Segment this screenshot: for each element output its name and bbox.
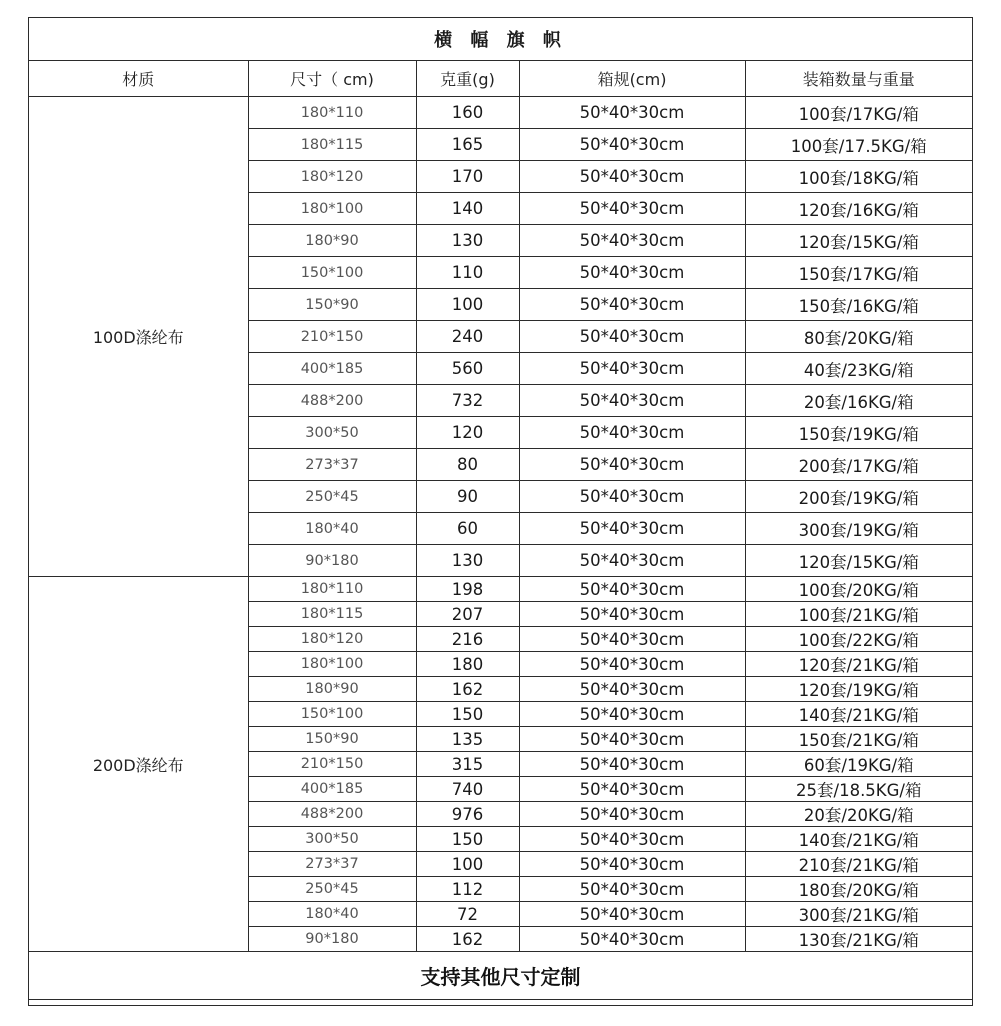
weight-cell: 110 bbox=[416, 257, 519, 289]
box-size-cell: 50*40*30cm bbox=[519, 417, 745, 449]
packing-cell: 80套/20KG/箱 bbox=[745, 321, 972, 353]
box-size-cell: 50*40*30cm bbox=[519, 802, 745, 827]
packing-cell: 100套/17KG/箱 bbox=[745, 97, 972, 129]
box-size-cell: 50*40*30cm bbox=[519, 321, 745, 353]
packing-cell: 200套/19KG/箱 bbox=[745, 481, 972, 513]
box-size-cell: 50*40*30cm bbox=[519, 727, 745, 752]
packing-cell: 140套/21KG/箱 bbox=[745, 702, 972, 727]
size-cell: 180*120 bbox=[248, 627, 416, 652]
size-cell: 250*45 bbox=[248, 877, 416, 902]
box-size-cell: 50*40*30cm bbox=[519, 289, 745, 321]
box-size-cell: 50*40*30cm bbox=[519, 702, 745, 727]
size-cell: 488*200 bbox=[248, 385, 416, 417]
packing-cell: 300套/21KG/箱 bbox=[745, 902, 972, 927]
packing-cell: 120套/21KG/箱 bbox=[745, 652, 972, 677]
weight-cell: 560 bbox=[416, 353, 519, 385]
weight-cell: 150 bbox=[416, 702, 519, 727]
size-cell: 150*100 bbox=[248, 257, 416, 289]
header-weight: 克重(g) bbox=[416, 61, 519, 97]
packing-cell: 100套/22KG/箱 bbox=[745, 627, 972, 652]
weight-cell: 216 bbox=[416, 627, 519, 652]
size-cell: 180*90 bbox=[248, 677, 416, 702]
packing-cell: 140套/21KG/箱 bbox=[745, 827, 972, 852]
size-cell: 273*37 bbox=[248, 852, 416, 877]
weight-cell: 180 bbox=[416, 652, 519, 677]
size-cell: 210*150 bbox=[248, 321, 416, 353]
packing-cell: 100套/20KG/箱 bbox=[745, 577, 972, 602]
size-cell: 150*100 bbox=[248, 702, 416, 727]
box-size-cell: 50*40*30cm bbox=[519, 902, 745, 927]
table-row bbox=[29, 97, 972, 129]
packing-cell: 100套/21KG/箱 bbox=[745, 602, 972, 627]
size-cell: 488*200 bbox=[248, 802, 416, 827]
header-packing: 装箱数量与重量 bbox=[745, 61, 972, 97]
packing-cell: 100套/17.5KG/箱 bbox=[745, 129, 972, 161]
packing-cell: 300套/19KG/箱 bbox=[745, 513, 972, 545]
material-cell: 100D涤纶布 bbox=[29, 97, 248, 577]
size-cell: 400*185 bbox=[248, 777, 416, 802]
size-cell: 400*185 bbox=[248, 353, 416, 385]
box-size-cell: 50*40*30cm bbox=[519, 545, 745, 577]
box-size-cell: 50*40*30cm bbox=[519, 97, 745, 129]
spec-table bbox=[29, 18, 972, 1000]
size-cell: 273*37 bbox=[248, 449, 416, 481]
size-cell: 150*90 bbox=[248, 289, 416, 321]
weight-cell: 170 bbox=[416, 161, 519, 193]
packing-cell: 20套/20KG/箱 bbox=[745, 802, 972, 827]
header-material: 材质 bbox=[29, 61, 248, 97]
size-cell: 180*100 bbox=[248, 193, 416, 225]
size-cell: 180*40 bbox=[248, 902, 416, 927]
packing-cell: 100套/18KG/箱 bbox=[745, 161, 972, 193]
size-cell: 180*100 bbox=[248, 652, 416, 677]
packing-cell: 210套/21KG/箱 bbox=[745, 852, 972, 877]
packing-cell: 150套/16KG/箱 bbox=[745, 289, 972, 321]
box-size-cell: 50*40*30cm bbox=[519, 161, 745, 193]
box-size-cell: 50*40*30cm bbox=[519, 353, 745, 385]
weight-cell: 162 bbox=[416, 677, 519, 702]
weight-cell: 165 bbox=[416, 129, 519, 161]
packing-cell: 120套/15KG/箱 bbox=[745, 225, 972, 257]
box-size-cell: 50*40*30cm bbox=[519, 257, 745, 289]
box-size-cell: 50*40*30cm bbox=[519, 677, 745, 702]
packing-cell: 150套/19KG/箱 bbox=[745, 417, 972, 449]
box-size-cell: 50*40*30cm bbox=[519, 852, 745, 877]
box-size-cell: 50*40*30cm bbox=[519, 777, 745, 802]
size-cell: 180*40 bbox=[248, 513, 416, 545]
packing-cell: 25套/18.5KG/箱 bbox=[745, 777, 972, 802]
size-cell: 180*90 bbox=[248, 225, 416, 257]
weight-cell: 140 bbox=[416, 193, 519, 225]
box-size-cell: 50*40*30cm bbox=[519, 577, 745, 602]
weight-cell: 72 bbox=[416, 902, 519, 927]
size-cell: 180*110 bbox=[248, 577, 416, 602]
weight-cell: 120 bbox=[416, 417, 519, 449]
size-cell: 210*150 bbox=[248, 752, 416, 777]
packing-cell: 120套/16KG/箱 bbox=[745, 193, 972, 225]
box-size-cell: 50*40*30cm bbox=[519, 927, 745, 952]
table-title: 横 幅 旗 帜 bbox=[29, 18, 972, 61]
spec-table-frame bbox=[28, 17, 973, 1006]
box-size-cell: 50*40*30cm bbox=[519, 513, 745, 545]
weight-cell: 150 bbox=[416, 827, 519, 852]
size-cell: 90*180 bbox=[248, 545, 416, 577]
size-cell: 300*50 bbox=[248, 417, 416, 449]
size-cell: 250*45 bbox=[248, 481, 416, 513]
packing-cell: 130套/21KG/箱 bbox=[745, 927, 972, 952]
weight-cell: 160 bbox=[416, 97, 519, 129]
packing-cell: 20套/16KG/箱 bbox=[745, 385, 972, 417]
weight-cell: 90 bbox=[416, 481, 519, 513]
box-size-cell: 50*40*30cm bbox=[519, 877, 745, 902]
size-cell: 150*90 bbox=[248, 727, 416, 752]
weight-cell: 732 bbox=[416, 385, 519, 417]
weight-cell: 60 bbox=[416, 513, 519, 545]
box-size-cell: 50*40*30cm bbox=[519, 652, 745, 677]
box-size-cell: 50*40*30cm bbox=[519, 193, 745, 225]
size-cell: 90*180 bbox=[248, 927, 416, 952]
weight-cell: 207 bbox=[416, 602, 519, 627]
weight-cell: 112 bbox=[416, 877, 519, 902]
packing-cell: 60套/19KG/箱 bbox=[745, 752, 972, 777]
size-cell: 180*110 bbox=[248, 97, 416, 129]
box-size-cell: 50*40*30cm bbox=[519, 627, 745, 652]
packing-cell: 180套/20KG/箱 bbox=[745, 877, 972, 902]
weight-cell: 130 bbox=[416, 545, 519, 577]
size-cell: 180*120 bbox=[248, 161, 416, 193]
header-row bbox=[29, 61, 972, 97]
box-size-cell: 50*40*30cm bbox=[519, 752, 745, 777]
weight-cell: 198 bbox=[416, 577, 519, 602]
packing-cell: 120套/19KG/箱 bbox=[745, 677, 972, 702]
box-size-cell: 50*40*30cm bbox=[519, 129, 745, 161]
weight-cell: 976 bbox=[416, 802, 519, 827]
packing-cell: 150套/17KG/箱 bbox=[745, 257, 972, 289]
packing-cell: 200套/17KG/箱 bbox=[745, 449, 972, 481]
packing-cell: 40套/23KG/箱 bbox=[745, 353, 972, 385]
box-size-cell: 50*40*30cm bbox=[519, 602, 745, 627]
weight-cell: 135 bbox=[416, 727, 519, 752]
packing-cell: 150套/21KG/箱 bbox=[745, 727, 972, 752]
packing-cell: 120套/15KG/箱 bbox=[745, 545, 972, 577]
weight-cell: 130 bbox=[416, 225, 519, 257]
table-row bbox=[29, 577, 972, 602]
box-size-cell: 50*40*30cm bbox=[519, 225, 745, 257]
box-size-cell: 50*40*30cm bbox=[519, 481, 745, 513]
weight-cell: 240 bbox=[416, 321, 519, 353]
box-size-cell: 50*40*30cm bbox=[519, 385, 745, 417]
weight-cell: 80 bbox=[416, 449, 519, 481]
header-box-size: 箱规(cm) bbox=[519, 61, 745, 97]
size-cell: 180*115 bbox=[248, 602, 416, 627]
weight-cell: 100 bbox=[416, 852, 519, 877]
footer-note: 支持其他尺寸定制 bbox=[29, 952, 972, 1000]
weight-cell: 315 bbox=[416, 752, 519, 777]
footer-row bbox=[29, 952, 972, 1000]
weight-cell: 740 bbox=[416, 777, 519, 802]
size-cell: 300*50 bbox=[248, 827, 416, 852]
box-size-cell: 50*40*30cm bbox=[519, 827, 745, 852]
weight-cell: 100 bbox=[416, 289, 519, 321]
weight-cell: 162 bbox=[416, 927, 519, 952]
title-row bbox=[29, 18, 972, 61]
header-size: 尺寸（ cm) bbox=[248, 61, 416, 97]
material-cell: 200D涤纶布 bbox=[29, 577, 248, 952]
size-cell: 180*115 bbox=[248, 129, 416, 161]
box-size-cell: 50*40*30cm bbox=[519, 449, 745, 481]
